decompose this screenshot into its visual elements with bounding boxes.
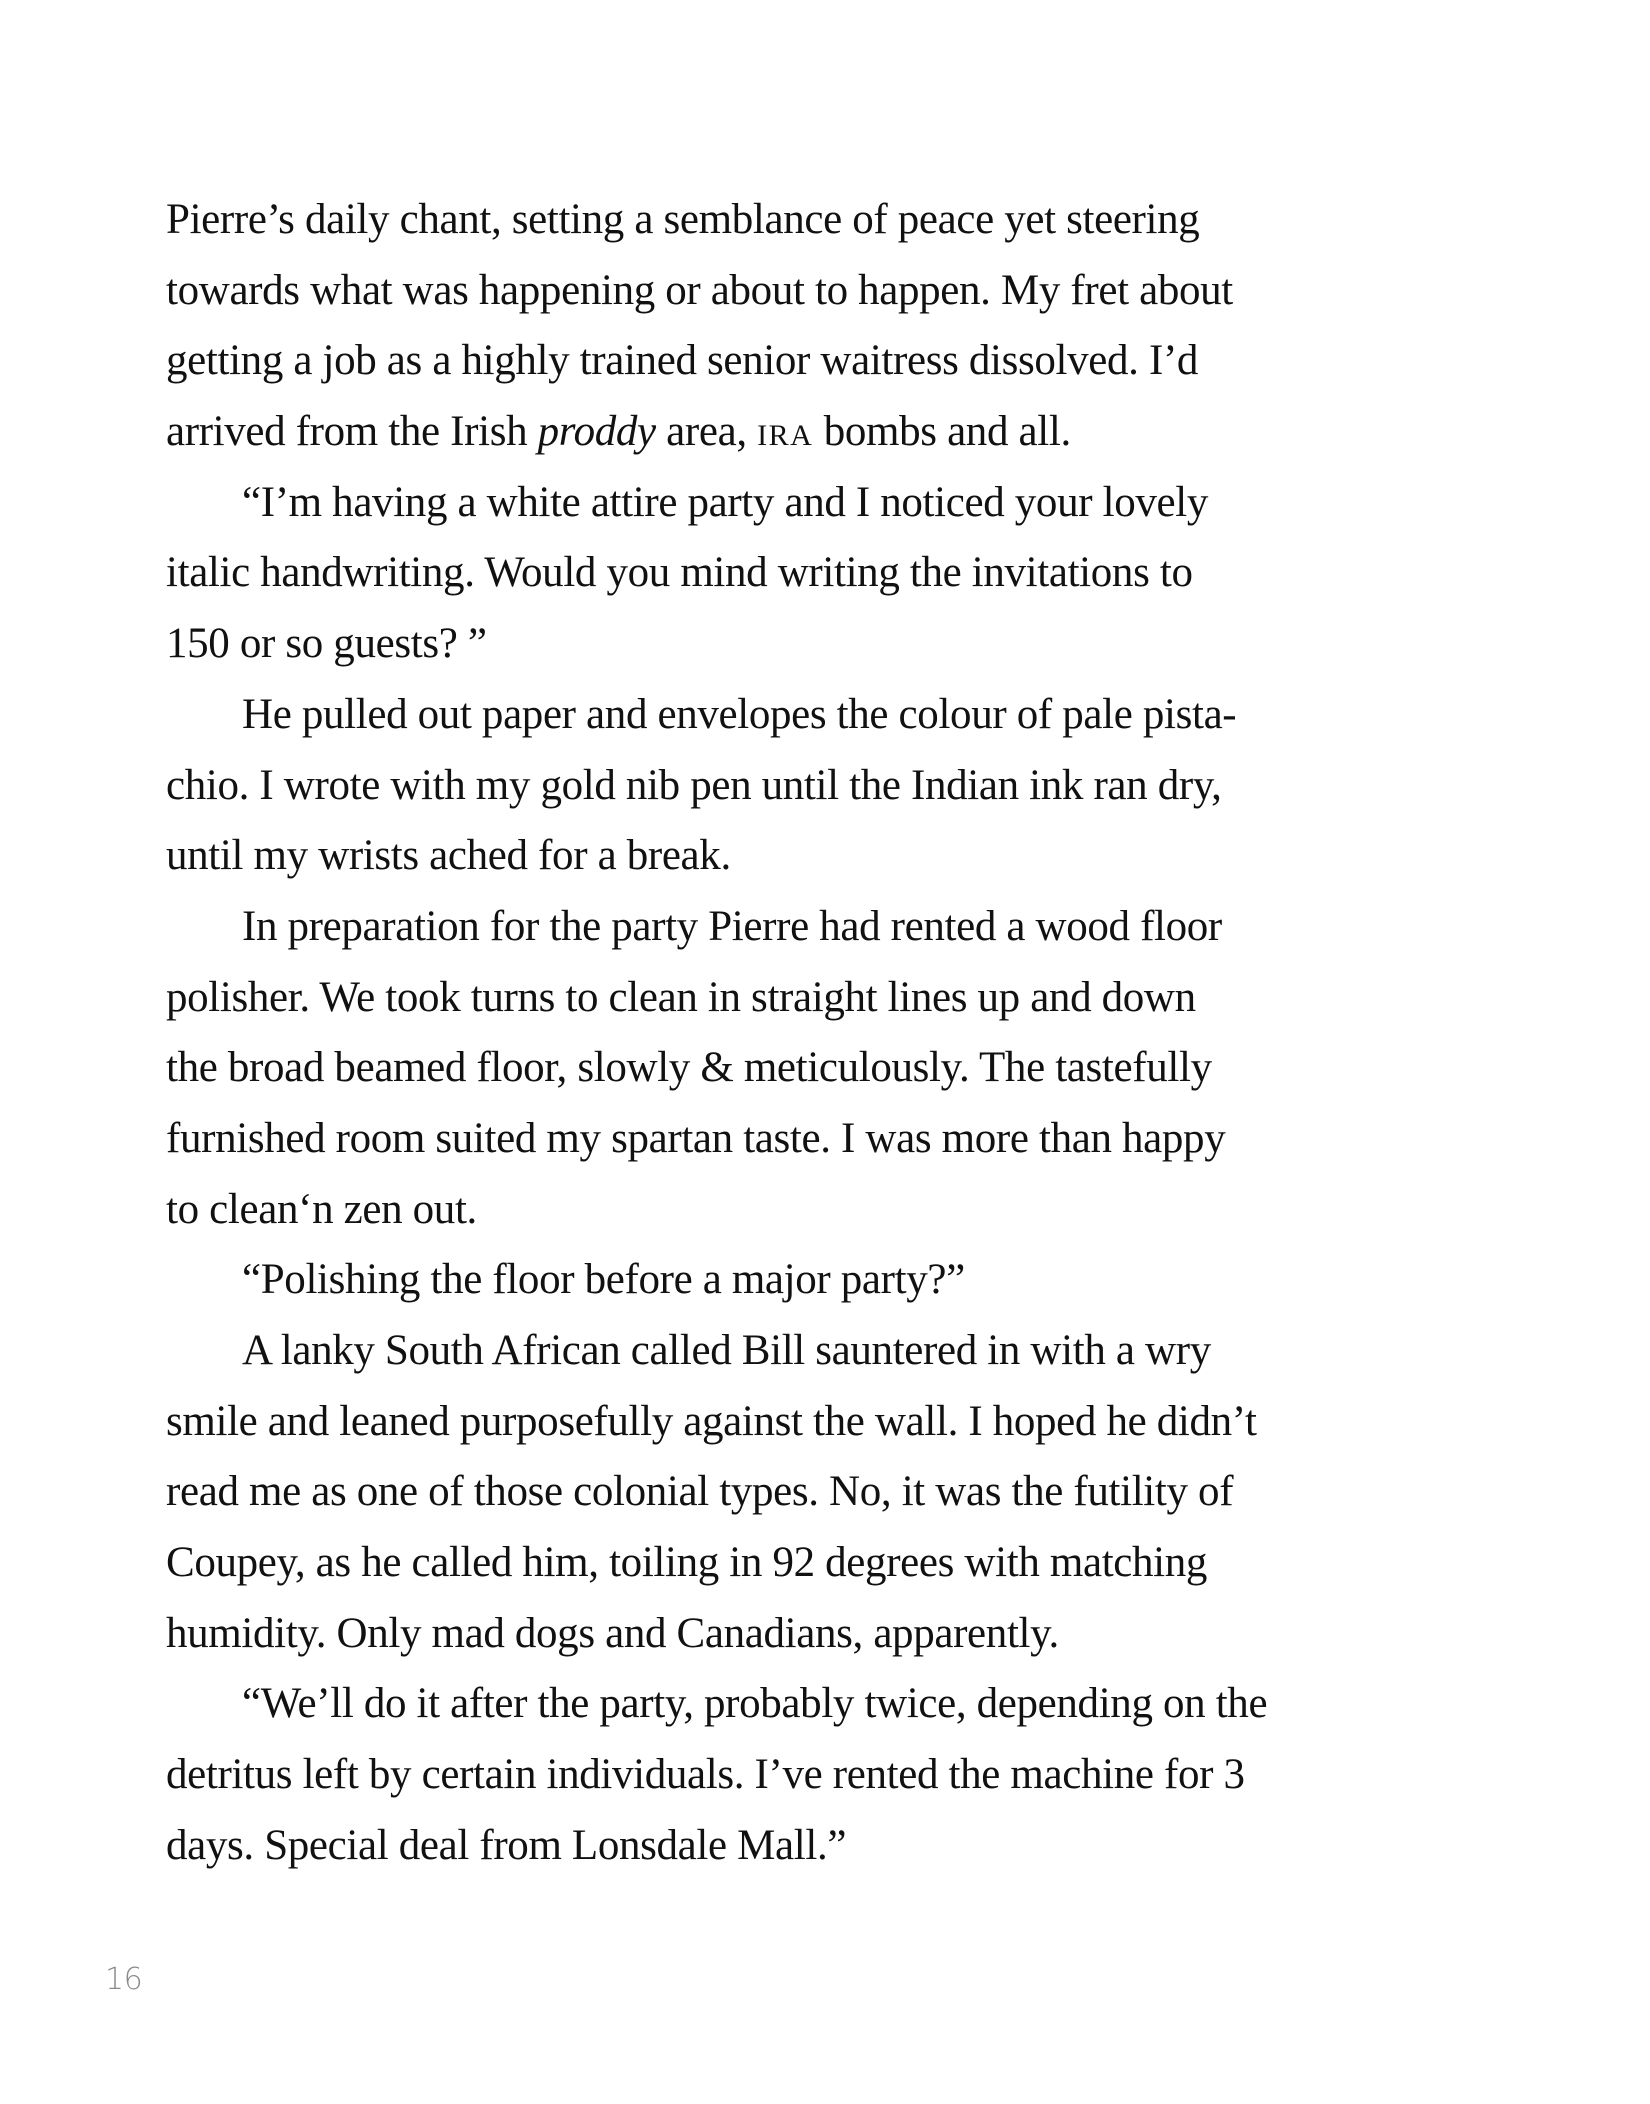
text-line: detritus left by certain individuals. I’ve rented the machine for 3 bbox=[166, 1751, 1245, 1799]
text-line: towards what was happening or about to happen. My fret about bbox=[166, 266, 1233, 314]
text-segment: arrived from the Irish bbox=[166, 408, 538, 456]
paragraph-3 bbox=[166, 680, 1496, 892]
text-line: humidity. Only mad dogs and Canadians, apparently. bbox=[166, 1609, 1059, 1657]
text-segment: bombs and all. bbox=[813, 408, 1071, 456]
page-number: 16 bbox=[105, 1962, 143, 1997]
text-line: 150 or so guests? ” bbox=[166, 620, 487, 668]
text-line bbox=[166, 397, 1496, 468]
italic-word: proddy bbox=[537, 408, 656, 456]
paragraph-7 bbox=[166, 1669, 1496, 1881]
text-line: “I’m having a white attire party and I noticed your lovely bbox=[242, 478, 1208, 526]
body-text bbox=[166, 185, 1496, 1882]
text-line: read me as one of those colonial types. No, it was the futility of bbox=[166, 1468, 1234, 1516]
paragraph-6 bbox=[166, 1316, 1496, 1669]
text-line: polisher. We took turns to clean in straight lines up and down bbox=[166, 973, 1196, 1021]
text-line: to clean‘n zen out. bbox=[166, 1185, 477, 1233]
text-line: Pierre’s daily chant, setting a semblance of peace yet steering bbox=[166, 196, 1200, 243]
text-line: italic handwriting. Would you mind writing the invitations to bbox=[166, 549, 1193, 597]
text-line: furnished room suited my spartan taste. I was more than happy bbox=[166, 1114, 1226, 1162]
paragraph-1 bbox=[166, 185, 1496, 468]
paragraph-2 bbox=[166, 468, 1496, 680]
text-line: days. Special deal from Lonsdale Mall.” bbox=[166, 1821, 847, 1869]
text-line: He pulled out paper and envelopes the colour of pale pista- bbox=[242, 690, 1237, 738]
text-line: chio. I wrote with my gold nib pen until the Indian ink ran dry, bbox=[166, 761, 1222, 809]
text-line: until my wrists ached for a break. bbox=[166, 832, 731, 880]
text-line: “We’ll do it after the party, probably twice, depending on the bbox=[242, 1680, 1268, 1728]
text-line: A lanky South African called Bill sauntered in with a wry bbox=[242, 1327, 1211, 1374]
text-line: the broad beamed floor, slowly & meticulously. The tastefully bbox=[166, 1044, 1212, 1092]
paragraph-4 bbox=[166, 892, 1496, 1245]
paragraph-5 bbox=[166, 1245, 1496, 1316]
text-segment: area, bbox=[655, 408, 758, 456]
small-caps-acronym: ira bbox=[757, 408, 814, 456]
text-line: “Polishing the floor before a major party?” bbox=[242, 1256, 965, 1304]
text-line: In preparation for the party Pierre had rented a wood floor bbox=[242, 902, 1222, 950]
text-line: getting a job as a highly trained senior waitress dissolved. I’d bbox=[166, 337, 1199, 385]
text-line: Coupey, as he called him, toiling in 92 degrees with matching bbox=[166, 1539, 1208, 1587]
text-line: smile and leaned purposefully against the wall. I hoped he didn’t bbox=[166, 1397, 1257, 1445]
